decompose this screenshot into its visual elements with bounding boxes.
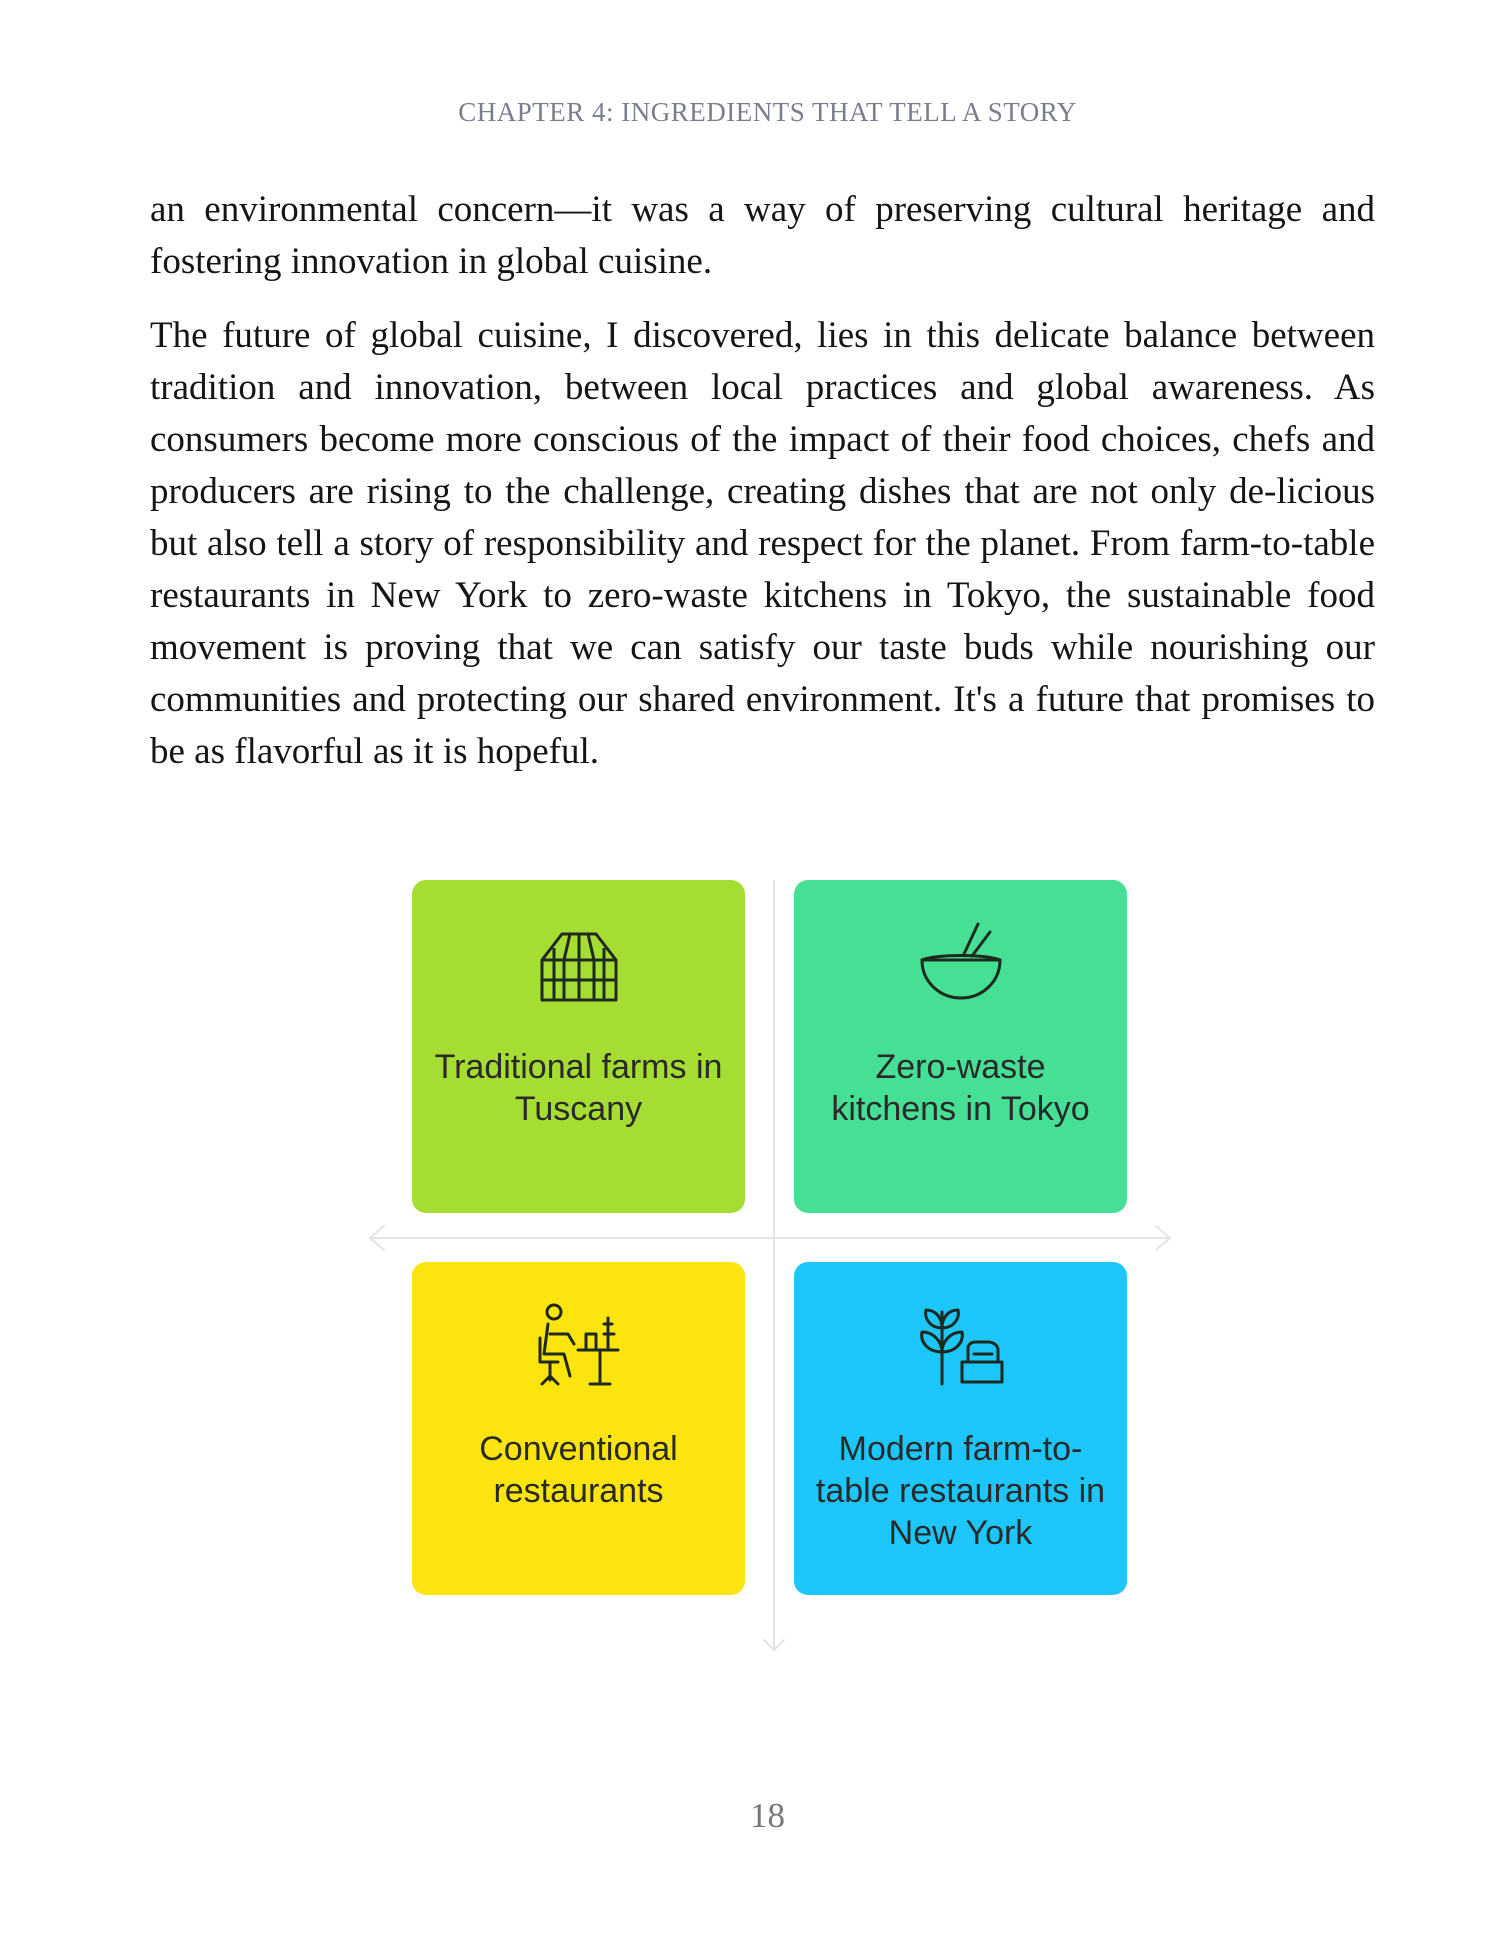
person-at-table-icon: [534, 1300, 624, 1390]
paragraph: an environmental concern—it was a way of preserving cultural heritage and fostering innovation in global cuisine.: [150, 189, 1375, 282]
body-text: [150, 184, 1375, 802]
card-traditional-farms: [412, 880, 745, 1213]
card-label: Traditional farms in Tuscany: [434, 1048, 723, 1128]
running-header: CHAPTER 4: INGREDIENTS THAT TELL A STORY: [458, 97, 1077, 127]
quadrant-diagram: [360, 880, 1180, 1660]
card-label: Modern farm-to-table restaurants in New York: [815, 1430, 1106, 1552]
bowl-chopsticks-icon: [916, 918, 1006, 1008]
card-label: Conventional restaurants: [479, 1430, 678, 1510]
plant-and-crate-icon: [916, 1300, 1006, 1390]
paragraph: The future of global cuisine, I discovered, lies in this delicate balance between tradition and innovation, between local practices and global awareness. As consumers become more conscious of the impact of their food choices, chefs and producers are rising to the challenge, creating dishes that are not only de-licious but also tell a story of responsibility and respect for the planet. From farm-to-table restaurants in New York to zero-waste kitchens in Tokyo, the sustainable food movement is proving that we can satisfy our taste buds while nourishing our communities and protecting our shared environment. It's a future that promises to be as flavorful as it is hopeful.: [150, 315, 1375, 772]
card-conventional-restaurants: [412, 1262, 745, 1595]
greenhouse-icon: [534, 918, 624, 1008]
card-modern-farm-to-table: [794, 1262, 1127, 1595]
card-label: Zero-waste kitchens in Tokyo: [831, 1048, 1090, 1128]
card-zero-waste-kitchens: [794, 880, 1127, 1213]
page-number: 18: [750, 1796, 785, 1835]
